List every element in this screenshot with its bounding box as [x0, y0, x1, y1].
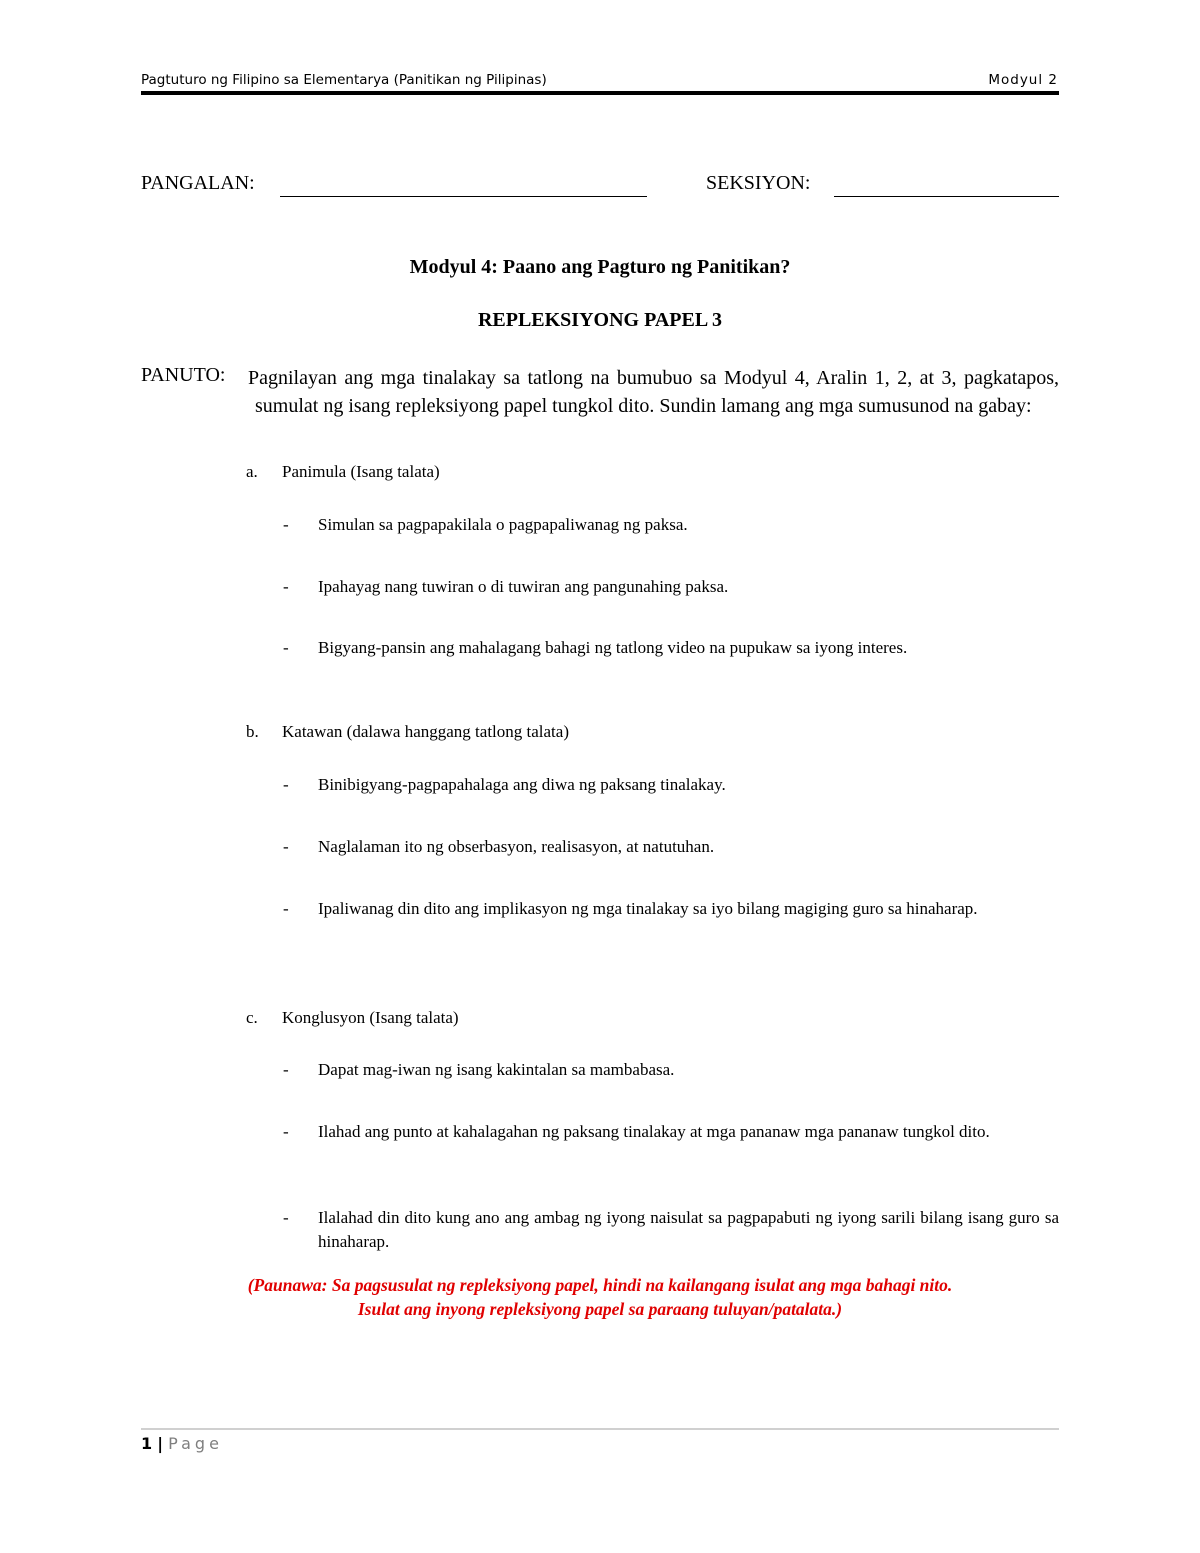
section-blank-line: [834, 196, 1059, 197]
name-label: PANGALAN:: [141, 172, 255, 194]
note-line-2: Isulat ang inyong repleksiyong papel sa paraang tuluyan/patalata.): [357, 1299, 843, 1319]
list-item: [283, 835, 1059, 859]
section-c-heading: [246, 1008, 459, 1028]
dash-marker: -: [283, 775, 289, 794]
list-item: [283, 513, 1059, 537]
list-item: [283, 1058, 1059, 1082]
list-item-text: Dapat mag-iwan ng isang kakintalan sa mambabasa.: [318, 1060, 675, 1079]
instructions-text: Pagnilayan ang mga tinalakay sa tatlong na bumubuo sa Modyul 4, Aralin 1, 2, at 3, pagkatapos, sumulat ng isang repleksiyong papel tungkol dito. Sundin lamang ang mga sumusunod na gabay:: [248, 367, 1059, 417]
list-item-text: Naglalaman ito ng obserbasyon, realisasyon, at natutuhan.: [318, 837, 715, 856]
name-blank-line: [280, 196, 647, 197]
list-item: [283, 575, 1059, 599]
section-letter: a.: [246, 462, 258, 481]
module-title: Modyul 4: Paano ang Pagturo ng Panitikan?: [409, 256, 791, 278]
dash-marker: -: [283, 577, 289, 596]
list-item: [283, 636, 1059, 660]
section-label: SEKSIYON:: [706, 172, 811, 194]
list-item-text: Simulan sa pagpapakilala o pagpapaliwanag ng paksa.: [318, 515, 688, 534]
list-item-text: Ipaliwanag din dito ang implikasyon ng mga tinalakay sa iyo bilang magiging guro sa hinaharap.: [318, 899, 978, 918]
page-footer: [141, 1434, 223, 1453]
section-heading-text: Panimula (Isang talata): [282, 462, 440, 481]
dash-marker: -: [283, 515, 289, 534]
header-rule: [141, 91, 1059, 95]
section-heading-text: Konglusyon (Isang talata): [282, 1008, 459, 1027]
footer-rule: [141, 1428, 1059, 1430]
section-letter: b.: [246, 722, 259, 741]
list-item-text: Ipahayag nang tuwiran o di tuwiran ang pangunahing paksa.: [318, 577, 729, 596]
page-word: Page: [168, 1434, 223, 1453]
section-a-heading: [246, 462, 440, 482]
list-item-text: Ilahad ang punto at kahalagahan ng paksang tinalakay at mga pananaw mga pananaw tungkol dito.: [318, 1122, 990, 1141]
list-item-text: Bigyang-pansin ang mahalagang bahagi ng tatlong video na pupukaw sa iyong interes.: [318, 638, 908, 657]
paper-title: REPLEKSIYONG PAPEL 3: [477, 309, 723, 331]
footer-separator: |: [157, 1434, 164, 1453]
note-line-1: (Paunawa: Sa pagsusulat ng repleksiyong papel, hindi na kailangang isulat ang mga bahagi nito.: [247, 1275, 953, 1295]
running-header-module: Modyul 2: [988, 72, 1058, 88]
list-item-text: Binibigyang-pagpapahalaga ang diwa ng paksang tinalakay.: [318, 775, 726, 794]
running-header-title: Pagtuturo ng Filipino sa Elementarya (Panitikan ng Pilipinas): [141, 72, 547, 88]
dash-marker: -: [283, 638, 289, 657]
list-item: [283, 773, 1059, 797]
section-heading-text: Katawan (dalawa hanggang tatlong talata): [282, 722, 569, 741]
dash-marker: -: [283, 899, 289, 918]
dash-marker: -: [283, 1060, 289, 1079]
dash-marker: -: [283, 837, 289, 856]
list-item: [283, 1206, 1059, 1254]
dash-marker: -: [283, 1208, 289, 1227]
list-item: [283, 1120, 1059, 1144]
list-item-text: Ilalahad din dito kung ano ang ambag ng iyong naisulat sa pagpapabuti ng iyong sarili bilang isang guro sa hinaharap.: [318, 1208, 1059, 1251]
page-number: 1: [141, 1434, 153, 1453]
note: [0, 1273, 1200, 1321]
section-letter: c.: [246, 1008, 258, 1027]
list-item: [283, 897, 1059, 921]
section-b-heading: [246, 722, 569, 742]
instructions-label: PANUTO:: [141, 364, 226, 386]
dash-marker: -: [283, 1122, 289, 1141]
